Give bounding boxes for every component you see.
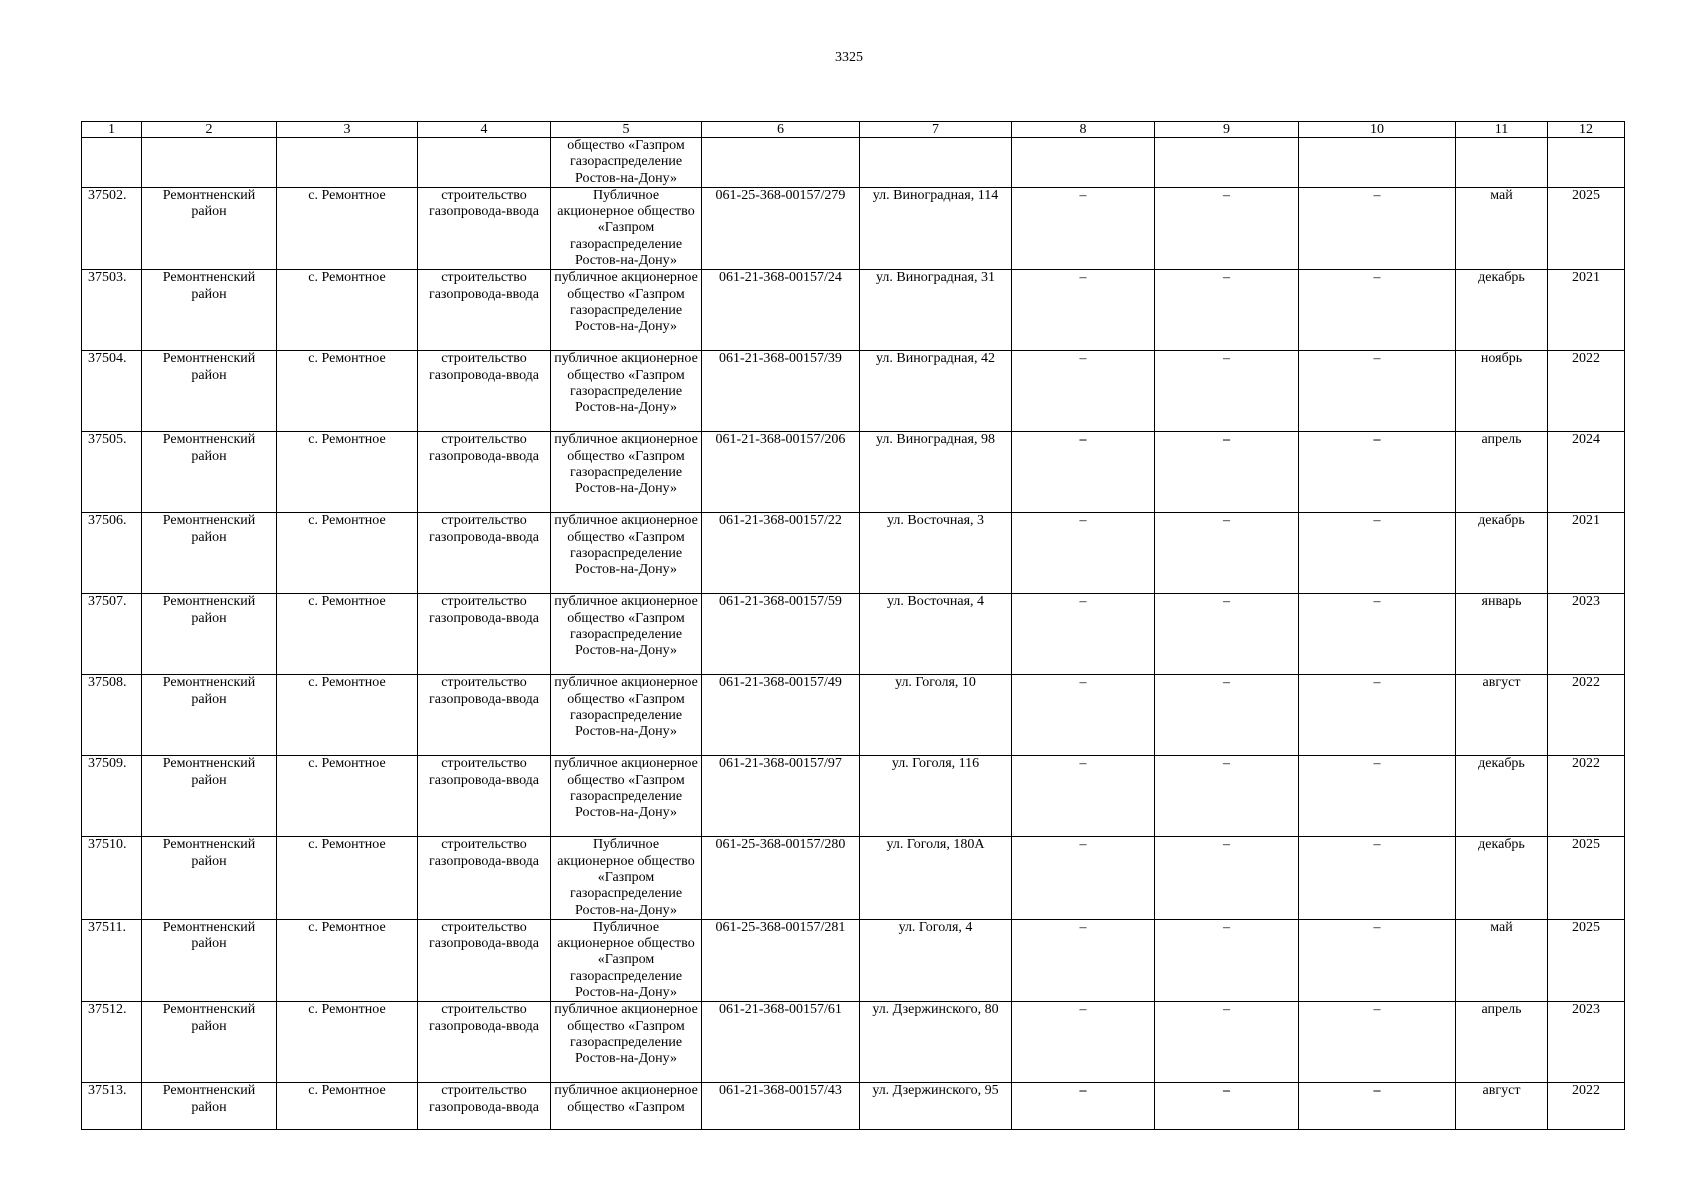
table-row xyxy=(82,756,1625,837)
address-cell: ул. Виноградная, 42 xyxy=(860,351,1012,432)
year-cell: 2025 xyxy=(1548,187,1625,269)
organization-cell: публичное акционерное общество «Газпром газораспределение Ростов-на-Дону» xyxy=(551,1002,702,1083)
header-row xyxy=(82,122,1625,138)
organization-cell: публичное акционерное общество «Газпром газораспределение Ростов-на-Дону» xyxy=(551,513,702,594)
table-row xyxy=(82,351,1625,432)
page-number: 3325 xyxy=(835,50,863,65)
table-cell xyxy=(1299,138,1456,188)
registration-code-cell: 061-21-368-00157/24 xyxy=(702,270,860,351)
column-8-cell xyxy=(1012,513,1155,594)
registration-code-cell: 061-25-368-00157/281 xyxy=(702,919,860,1001)
work-type-cell: строительство газопровода-ввода xyxy=(418,919,551,1001)
column-9-cell xyxy=(1155,756,1299,837)
dash-value: – xyxy=(1079,513,1087,529)
dash-value: – xyxy=(1079,756,1087,772)
district-cell: Ремонтненский район xyxy=(142,270,277,351)
settlement-cell: с. Ремонтное xyxy=(277,432,418,513)
column-header: 7 xyxy=(860,122,1012,138)
month-cell: декабрь xyxy=(1456,270,1548,351)
address-cell: ул. Восточная, 4 xyxy=(860,594,1012,675)
month-cell: май xyxy=(1456,187,1548,269)
registration-code-cell: 061-21-368-00157/97 xyxy=(702,756,860,837)
row-number-cell: 37502. xyxy=(82,187,142,269)
column-header: 12 xyxy=(1548,122,1625,138)
address-cell: ул. Восточная, 3 xyxy=(860,513,1012,594)
month-cell: декабрь xyxy=(1456,837,1548,919)
dash-value: – xyxy=(1373,513,1381,529)
organization-cell: публичное акционерное общество «Газпром газораспределение Ростов-на-Дону» xyxy=(551,675,702,756)
table-cell xyxy=(860,138,1012,188)
work-type-cell: строительство газопровода-ввода xyxy=(418,675,551,756)
column-10-cell xyxy=(1299,432,1456,513)
column-9-cell xyxy=(1155,837,1299,919)
dash-value: – xyxy=(1373,837,1381,853)
work-type-cell: строительство газопровода-ввода xyxy=(418,837,551,919)
column-8-cell xyxy=(1012,837,1155,919)
district-cell: Ремонтненский район xyxy=(142,837,277,919)
dash-value: – xyxy=(1223,432,1230,448)
row-number-cell: 37510. xyxy=(82,837,142,919)
row-number-cell: 37507. xyxy=(82,594,142,675)
district-cell: Ремонтненский район xyxy=(142,675,277,756)
dash-value: – xyxy=(1373,351,1381,367)
dash-value: – xyxy=(1223,756,1230,772)
column-9-cell xyxy=(1155,594,1299,675)
column-header: 10 xyxy=(1299,122,1456,138)
column-8-cell xyxy=(1012,675,1155,756)
settlement-cell: с. Ремонтное xyxy=(277,756,418,837)
column-header: 6 xyxy=(702,122,860,138)
settlement-cell: с. Ремонтное xyxy=(277,837,418,919)
dash-value: – xyxy=(1223,594,1230,610)
dash-value: – xyxy=(1079,187,1087,203)
district-cell: Ремонтненский район xyxy=(142,756,277,837)
column-header: 3 xyxy=(277,122,418,138)
column-header: 8 xyxy=(1012,122,1155,138)
organization-cell: публичное акционерное общество «Газпром газораспределение Ростов-на-Дону» xyxy=(551,756,702,837)
column-9-cell xyxy=(1155,513,1299,594)
registration-code-cell: 061-21-368-00157/206 xyxy=(702,432,860,513)
column-8-cell xyxy=(1012,1083,1155,1130)
column-9-cell xyxy=(1155,1002,1299,1083)
column-10-cell xyxy=(1299,837,1456,919)
settlement-cell: с. Ремонтное xyxy=(277,594,418,675)
organization-cell: публичное акционерное общество «Газпром xyxy=(551,1083,702,1130)
dash-value: – xyxy=(1223,675,1230,691)
year-cell: 2021 xyxy=(1548,270,1625,351)
column-10-cell xyxy=(1299,513,1456,594)
address-cell: ул. Гоголя, 4 xyxy=(860,919,1012,1001)
dash-value: – xyxy=(1373,756,1381,772)
year-cell: 2021 xyxy=(1548,513,1625,594)
table-cell xyxy=(1456,138,1548,188)
district-cell: Ремонтненский район xyxy=(142,351,277,432)
dash-value: – xyxy=(1079,675,1087,691)
organization-cell: Публичное акционерное общество «Газпром газораспределение Ростов-на-Дону» xyxy=(551,919,702,1001)
column-10-cell xyxy=(1299,351,1456,432)
dash-value: – xyxy=(1373,1002,1381,1018)
dash-value: – xyxy=(1373,1083,1381,1099)
column-9-cell xyxy=(1155,1083,1299,1130)
column-10-cell xyxy=(1299,594,1456,675)
dash-value: – xyxy=(1079,351,1087,367)
dash-value: – xyxy=(1079,270,1087,286)
row-number-cell: 37505. xyxy=(82,432,142,513)
column-9-cell xyxy=(1155,675,1299,756)
table-row xyxy=(82,594,1625,675)
settlement-cell: с. Ремонтное xyxy=(277,675,418,756)
table-cell xyxy=(1155,138,1299,188)
year-cell: 2023 xyxy=(1548,594,1625,675)
row-number-cell: 37513. xyxy=(82,1083,142,1130)
work-type-cell: строительство газопровода-ввода xyxy=(418,594,551,675)
registration-code-cell: 061-21-368-00157/49 xyxy=(702,675,860,756)
registration-code-cell: 061-21-368-00157/39 xyxy=(702,351,860,432)
column-8-cell xyxy=(1012,1002,1155,1083)
column-10-cell xyxy=(1299,270,1456,351)
column-8-cell xyxy=(1012,594,1155,675)
registration-code-cell: 061-21-368-00157/59 xyxy=(702,594,860,675)
district-cell: Ремонтненский район xyxy=(142,919,277,1001)
year-cell: 2024 xyxy=(1548,432,1625,513)
work-type-cell: строительство газопровода-ввода xyxy=(418,1083,551,1130)
dash-value: – xyxy=(1223,1083,1230,1099)
settlement-cell: с. Ремонтное xyxy=(277,1002,418,1083)
table-row xyxy=(82,675,1625,756)
address-cell: ул. Гоголя, 180А xyxy=(860,837,1012,919)
row-number-cell: 37503. xyxy=(82,270,142,351)
column-8-cell xyxy=(1012,756,1155,837)
column-9-cell xyxy=(1155,187,1299,269)
registration-code-cell: 061-21-368-00157/22 xyxy=(702,513,860,594)
column-9-cell xyxy=(1155,919,1299,1001)
row-number-cell: 37509. xyxy=(82,756,142,837)
registration-code-cell: 061-25-368-00157/279 xyxy=(702,187,860,269)
table-row xyxy=(82,513,1625,594)
address-cell: ул. Дзержинского, 95 xyxy=(860,1083,1012,1130)
year-cell: 2022 xyxy=(1548,756,1625,837)
column-8-cell xyxy=(1012,187,1155,269)
column-8-cell xyxy=(1012,351,1155,432)
dash-value: – xyxy=(1223,513,1230,529)
register-table xyxy=(81,121,1625,1130)
month-cell: январь xyxy=(1456,594,1548,675)
dash-value: – xyxy=(1223,1002,1230,1018)
table-cell xyxy=(277,138,418,188)
column-8-cell xyxy=(1012,432,1155,513)
year-cell: 2025 xyxy=(1548,837,1625,919)
dash-value: – xyxy=(1079,1002,1087,1018)
district-cell: Ремонтненский район xyxy=(142,594,277,675)
work-type-cell: строительство газопровода-ввода xyxy=(418,1002,551,1083)
organization-cell: Публичное акционерное общество «Газпром газораспределение Ростов-на-Дону» xyxy=(551,187,702,269)
table-cell xyxy=(1548,138,1625,188)
registration-code-cell: 061-25-368-00157/280 xyxy=(702,837,860,919)
continuation-row xyxy=(82,138,1625,188)
continuation-org-cell: общество «Газпром газораспределение Ростов-на-Дону» xyxy=(551,138,702,188)
address-cell: ул. Гоголя, 10 xyxy=(860,675,1012,756)
dash-value: – xyxy=(1223,351,1230,367)
dash-value: – xyxy=(1079,837,1087,853)
month-cell: август xyxy=(1456,675,1548,756)
dash-value: – xyxy=(1223,270,1230,286)
row-number-cell: 37504. xyxy=(82,351,142,432)
organization-cell: Публичное акционерное общество «Газпром газораспределение Ростов-на-Дону» xyxy=(551,837,702,919)
row-number-cell: 37508. xyxy=(82,675,142,756)
dash-value: – xyxy=(1373,594,1381,610)
address-cell: ул. Виноградная, 98 xyxy=(860,432,1012,513)
month-cell: апрель xyxy=(1456,432,1548,513)
dash-value: – xyxy=(1223,837,1230,853)
column-header: 2 xyxy=(142,122,277,138)
column-header: 9 xyxy=(1155,122,1299,138)
table-body xyxy=(82,138,1625,1130)
district-cell: Ремонтненский район xyxy=(142,187,277,269)
table-cell xyxy=(82,138,142,188)
column-header: 11 xyxy=(1456,122,1548,138)
column-header: 5 xyxy=(551,122,702,138)
work-type-cell: строительство газопровода-ввода xyxy=(418,351,551,432)
column-10-cell xyxy=(1299,1083,1456,1130)
month-cell: декабрь xyxy=(1456,513,1548,594)
month-cell: август xyxy=(1456,1083,1548,1130)
column-10-cell xyxy=(1299,919,1456,1001)
work-type-cell: строительство газопровода-ввода xyxy=(418,513,551,594)
month-cell: апрель xyxy=(1456,1002,1548,1083)
dash-value: – xyxy=(1373,675,1381,691)
table-row xyxy=(82,1083,1625,1130)
table-row xyxy=(82,919,1625,1001)
year-cell: 2022 xyxy=(1548,675,1625,756)
address-cell: ул. Виноградная, 31 xyxy=(860,270,1012,351)
organization-cell: публичное акционерное общество «Газпром газораспределение Ростов-на-Дону» xyxy=(551,270,702,351)
settlement-cell: с. Ремонтное xyxy=(277,919,418,1001)
row-number-cell: 37512. xyxy=(82,1002,142,1083)
year-cell: 2023 xyxy=(1548,1002,1625,1083)
address-cell: ул. Виноградная, 114 xyxy=(860,187,1012,269)
table-cell xyxy=(418,138,551,188)
dash-value: – xyxy=(1373,187,1381,203)
address-cell: ул. Дзержинского, 80 xyxy=(860,1002,1012,1083)
organization-cell: публичное акционерное общество «Газпром газораспределение Ростов-на-Дону» xyxy=(551,351,702,432)
column-10-cell xyxy=(1299,675,1456,756)
dash-value: – xyxy=(1223,919,1230,935)
settlement-cell: с. Ремонтное xyxy=(277,1083,418,1130)
column-9-cell xyxy=(1155,351,1299,432)
column-10-cell xyxy=(1299,756,1456,837)
address-cell: ул. Гоголя, 116 xyxy=(860,756,1012,837)
dash-value: – xyxy=(1079,919,1087,935)
column-9-cell xyxy=(1155,432,1299,513)
dash-value: – xyxy=(1079,432,1087,448)
organization-cell: публичное акционерное общество «Газпром газораспределение Ростов-на-Дону» xyxy=(551,432,702,513)
table-cell xyxy=(1012,138,1155,188)
district-cell: Ремонтненский район xyxy=(142,1083,277,1130)
table-row xyxy=(82,187,1625,269)
dash-value: – xyxy=(1373,432,1381,448)
work-type-cell: строительство газопровода-ввода xyxy=(418,270,551,351)
organization-cell: публичное акционерное общество «Газпром газораспределение Ростов-на-Дону» xyxy=(551,594,702,675)
work-type-cell: строительство газопровода-ввода xyxy=(418,187,551,269)
dash-value: – xyxy=(1373,270,1381,286)
year-cell: 2025 xyxy=(1548,919,1625,1001)
settlement-cell: с. Ремонтное xyxy=(277,270,418,351)
table-cell xyxy=(702,138,860,188)
dash-value: – xyxy=(1223,187,1230,203)
dash-value: – xyxy=(1079,1083,1087,1099)
registration-code-cell: 061-21-368-00157/43 xyxy=(702,1083,860,1130)
row-number-cell: 37506. xyxy=(82,513,142,594)
work-type-cell: строительство газопровода-ввода xyxy=(418,432,551,513)
work-type-cell: строительство газопровода-ввода xyxy=(418,756,551,837)
district-cell: Ремонтненский район xyxy=(142,1002,277,1083)
column-header: 1 xyxy=(82,122,142,138)
table-cell xyxy=(142,138,277,188)
table-row xyxy=(82,270,1625,351)
table-row xyxy=(82,432,1625,513)
month-cell: ноябрь xyxy=(1456,351,1548,432)
column-10-cell xyxy=(1299,1002,1456,1083)
settlement-cell: с. Ремонтное xyxy=(277,513,418,594)
column-9-cell xyxy=(1155,270,1299,351)
table-row xyxy=(82,837,1625,919)
dash-value: – xyxy=(1079,594,1087,610)
dash-value: – xyxy=(1373,919,1381,935)
settlement-cell: с. Ремонтное xyxy=(277,187,418,269)
column-10-cell xyxy=(1299,187,1456,269)
year-cell: 2022 xyxy=(1548,1083,1625,1130)
column-8-cell xyxy=(1012,919,1155,1001)
district-cell: Ремонтненский район xyxy=(142,432,277,513)
table-header xyxy=(82,122,1625,138)
registration-code-cell: 061-21-368-00157/61 xyxy=(702,1002,860,1083)
column-8-cell xyxy=(1012,270,1155,351)
settlement-cell: с. Ремонтное xyxy=(277,351,418,432)
district-cell: Ремонтненский район xyxy=(142,513,277,594)
row-number-cell: 37511. xyxy=(82,919,142,1001)
month-cell: май xyxy=(1456,919,1548,1001)
column-header: 4 xyxy=(418,122,551,138)
table-row xyxy=(82,1002,1625,1083)
month-cell: декабрь xyxy=(1456,756,1548,837)
year-cell: 2022 xyxy=(1548,351,1625,432)
